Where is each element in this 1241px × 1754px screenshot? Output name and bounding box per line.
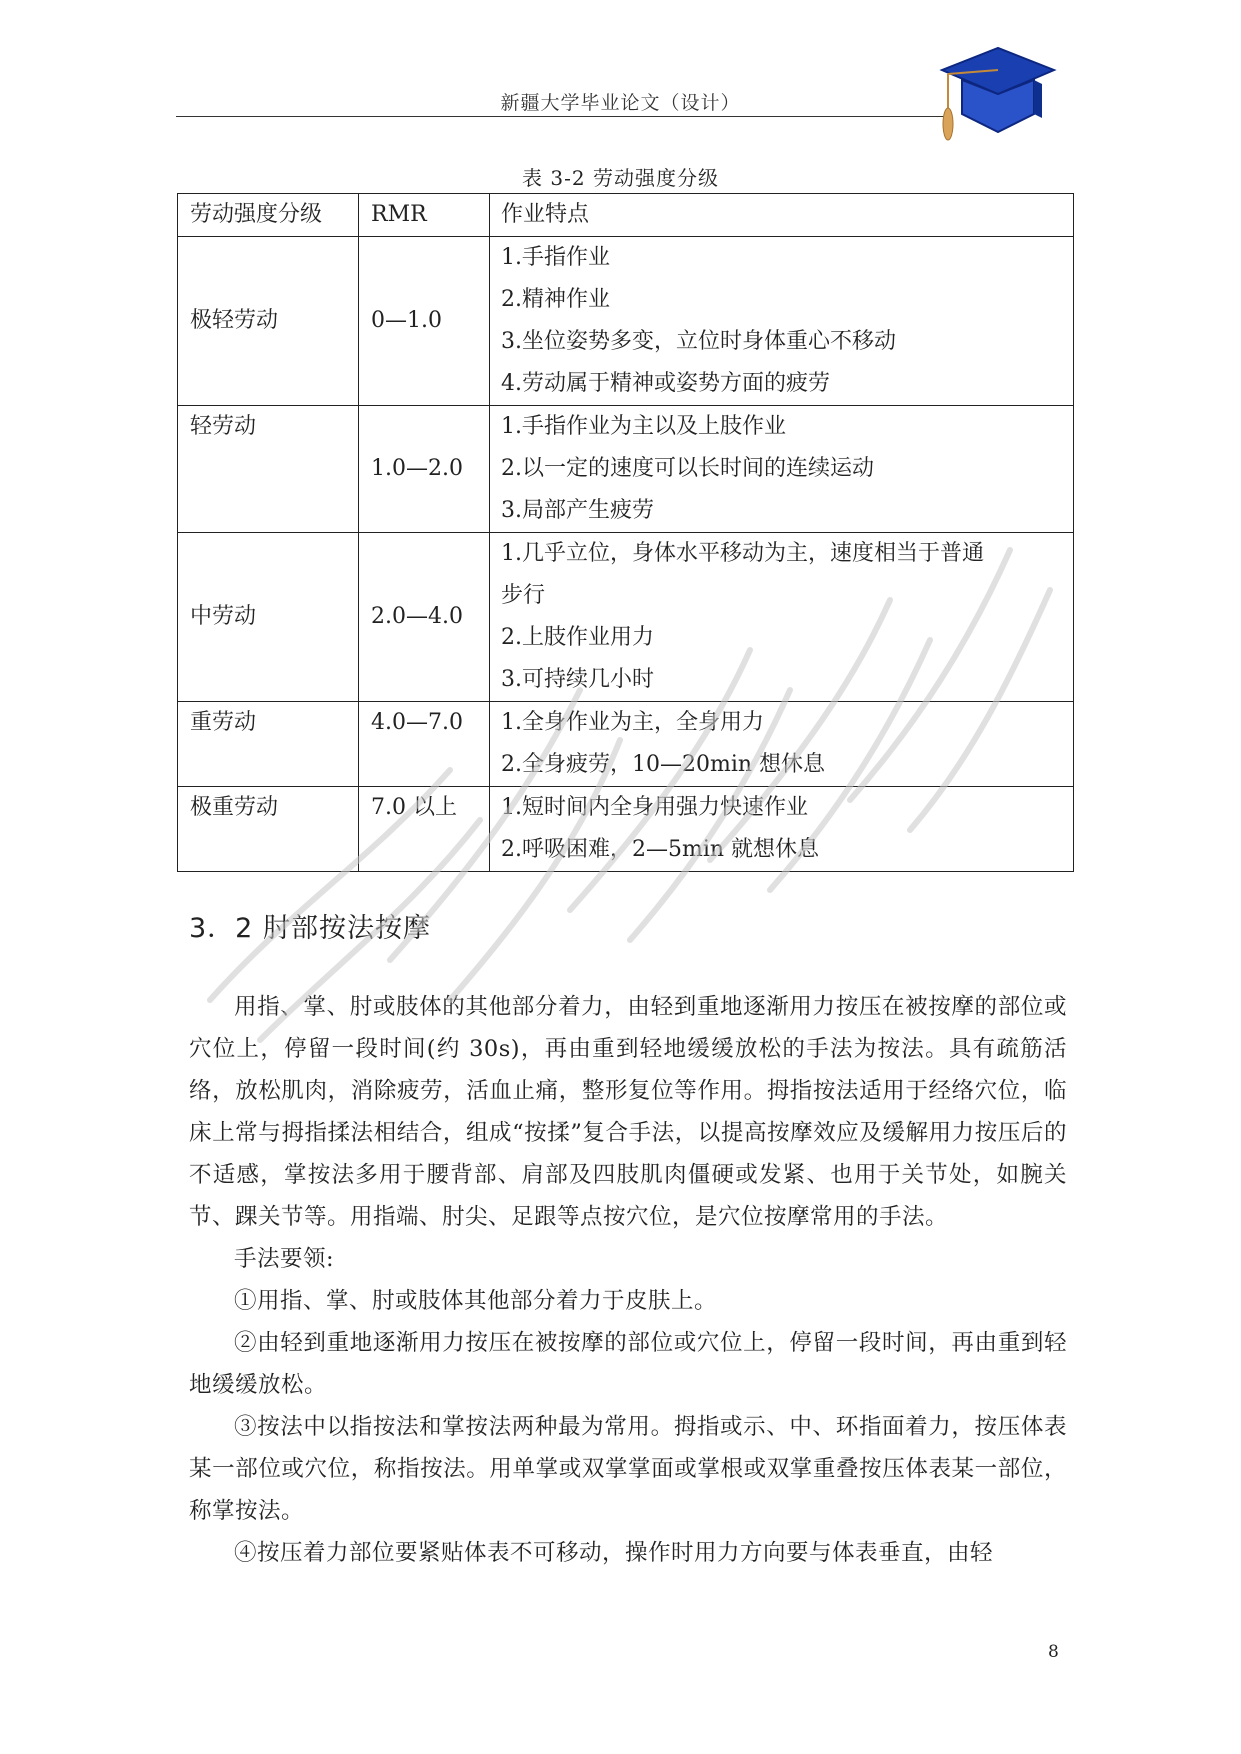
feature-line: 2.全身疲劳，10—20min 想休息 xyxy=(501,752,826,777)
feature-line: 3.可持续几小时 xyxy=(501,667,654,692)
features-cell xyxy=(490,787,1074,872)
feature-line: 1.全身作业为主，全身用力 xyxy=(501,710,764,735)
level-cell: 极轻劳动 xyxy=(178,237,359,406)
level-cell: 极重劳动 xyxy=(178,787,359,872)
features-cell xyxy=(490,237,1074,406)
rmr-cell: 4.0—7.0 xyxy=(359,702,490,787)
rmr-cell: 2.0—4.0 xyxy=(359,533,490,702)
feature-line: 1.手指作业为主以及上肢作业 xyxy=(501,414,786,439)
column-header: 劳动强度分级 xyxy=(178,194,359,237)
feature-line: 2.以一定的速度可以长时间的连续运动 xyxy=(501,456,874,481)
feature-line: 1.几乎立位，身体水平移动为主，速度相当于普通 xyxy=(501,541,984,566)
feature-line: 3.局部产生疲劳 xyxy=(501,498,654,523)
table-row xyxy=(178,533,1074,702)
table-header-row xyxy=(178,194,1074,237)
paragraph: ②由轻到重地逐渐用力按压在被按摩的部位或穴位上，停留一段时间，再由重到轻地缓缓放松。 xyxy=(189,1330,1067,1398)
paragraph: ④按压着力部位要紧贴体表不可移动，操作时用力方向要与体表垂直，由轻 xyxy=(234,1540,994,1566)
feature-line: 步行 xyxy=(501,583,546,608)
features-cell xyxy=(490,406,1074,533)
feature-line: 2.精神作业 xyxy=(501,287,610,312)
header-title: 新疆大学毕业论文（设计） xyxy=(500,92,741,114)
page-number: 8 xyxy=(1048,1642,1059,1662)
section-heading: 3．2 肘部按法按摩 xyxy=(189,913,431,944)
features-cell xyxy=(490,533,1074,702)
features-cell xyxy=(490,702,1074,787)
feature-line: 1.短时间内全身用强力快速作业 xyxy=(501,795,808,820)
paragraph: 手法要领: xyxy=(234,1246,335,1272)
feature-line: 2.呼吸困难，2—5min 就想休息 xyxy=(501,837,820,862)
paragraph: ①用指、掌、肘或肢体其他部分着力于皮肤上。 xyxy=(234,1288,718,1314)
paragraph: 用指、掌、肘或肢体的其他部分着力，由轻到重地逐渐用力按压在被按摩的部位或穴位上，停留一段时间(约 30s)，再由重到轻地缓缓放松的手法为按法。具有疏筋活络，放松肌肉，消除疲劳，活血止痛，整形复位等作用。拇指按法适用于经络穴位，临床上常与拇指揉法相结合，组成“按揉”复合手法，以提高按摩效应及缓解用力按压后的不适感，掌按法多用于腰背部、肩部及四肢肌肉僵硬或发紧、也用于关节处，如腕关节、踝关节等。用指端、肘尖、足跟等点按穴位，是穴位按摩常用的手法。 xyxy=(189,994,1067,1230)
column-header: 作业特点 xyxy=(490,194,1074,237)
table-row xyxy=(178,237,1074,406)
header-rule xyxy=(176,116,946,117)
rmr-cell: 0—1.0 xyxy=(359,237,490,406)
column-header: RMR xyxy=(359,194,490,237)
graduation-cap-icon xyxy=(928,44,1064,156)
rmr-cell: 7.0 以上 xyxy=(359,787,490,872)
rmr-cell: 1.0—2.0 xyxy=(359,406,490,533)
table-row xyxy=(178,787,1074,872)
table-row xyxy=(178,702,1074,787)
level-cell: 轻劳动 xyxy=(178,406,359,533)
paragraph: ③按法中以指按法和掌按法两种最为常用。拇指或示、中、环指面着力，按压体表某一部位或穴位，称指按法。用单掌或双掌掌面或掌根或双掌重叠按压体表某一部位，称掌按法。 xyxy=(189,1414,1067,1524)
table-row xyxy=(178,406,1074,533)
labor-intensity-table xyxy=(177,193,1074,872)
level-cell: 中劳动 xyxy=(178,533,359,702)
level-cell: 重劳动 xyxy=(178,702,359,787)
feature-line: 3.坐位姿势多变，立位时身体重心不移动 xyxy=(501,329,896,354)
feature-line: 2.上肢作业用力 xyxy=(501,625,654,650)
table-caption: 表 3-2 劳动强度分级 xyxy=(522,166,719,190)
feature-line: 1.手指作业 xyxy=(501,245,610,270)
body-text xyxy=(189,986,1067,1574)
feature-line: 4.劳动属于精神或姿势方面的疲劳 xyxy=(501,371,830,396)
